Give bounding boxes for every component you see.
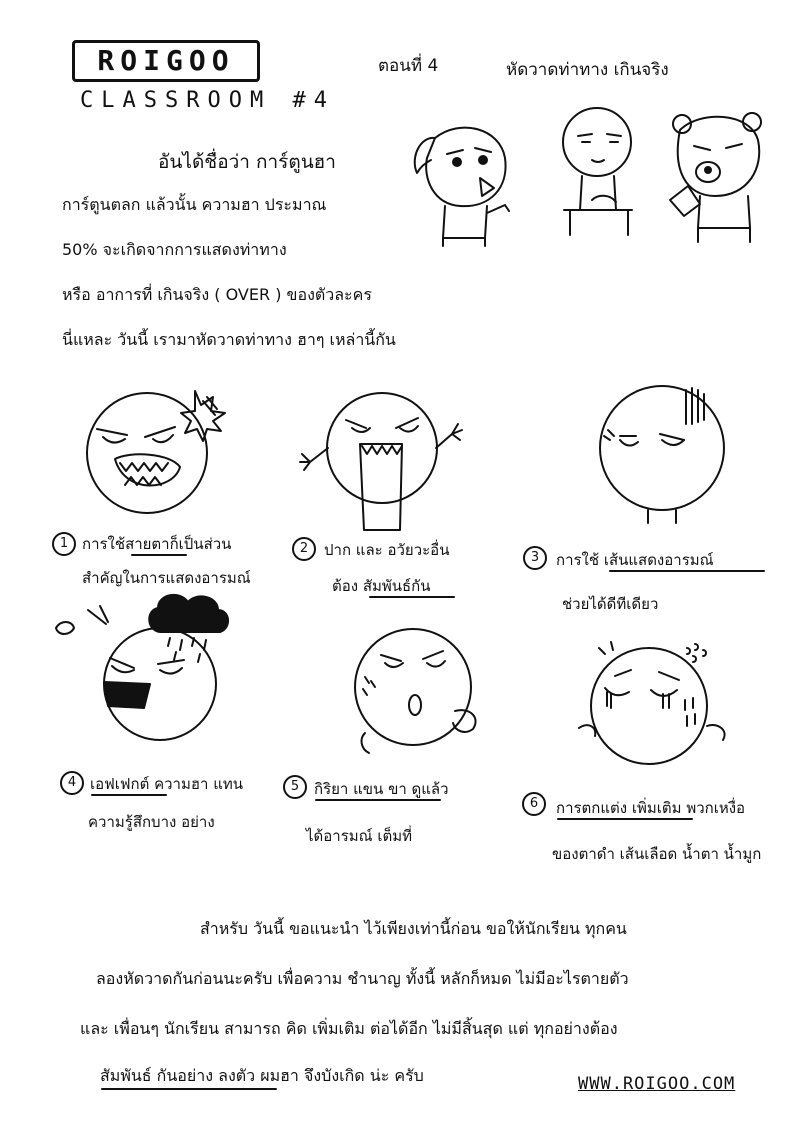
tip-3-underline bbox=[608, 568, 768, 574]
teary-worried-face bbox=[575, 640, 750, 765]
intro-line-1: การ์ตูนตลก แล้วนั้น ความฮา ประมาณ bbox=[62, 195, 327, 214]
closing-line-4: สัมพันธ์ กันอย่าง ลงตัว ผมฮา จึงบังเกิด น่ะ ครับ bbox=[100, 1066, 424, 1085]
episode-label: ตอนที่ 4 bbox=[378, 56, 439, 76]
tip-6-underline bbox=[556, 816, 696, 822]
header-bear-character bbox=[660, 110, 775, 245]
tip-3-number: 3 bbox=[523, 546, 547, 570]
tip-5-number: 5 bbox=[283, 775, 307, 799]
tip-1-number: 1 bbox=[52, 532, 76, 556]
intro-line-3: หรือ อาการที่ เกินจริง ( OVER ) ของตัวละคร bbox=[62, 285, 372, 304]
tip-2-line-2: ต้อง สัมพันธ์กัน bbox=[332, 577, 431, 595]
shocked-lines-face bbox=[590, 378, 740, 523]
closing-line-2: ลองหัดวาดกันก่อนนะครับ เพื่อความ ชำนาญ ทั้งนี้ หลักก็หมด ไม่มีอะไรตายตัว bbox=[96, 969, 629, 988]
screaming-arms-up-face bbox=[292, 390, 472, 530]
header-dog-character bbox=[405, 118, 525, 253]
intro-heading: อันได้ชื่อว่า การ์ตูนฮา bbox=[158, 151, 336, 173]
angry-shouting-face bbox=[75, 383, 235, 518]
tip-6-line-2: ของตาดำ เส้นเลือด น้ำตา น้ำมูก bbox=[552, 845, 762, 863]
tip-4-underline bbox=[90, 792, 170, 798]
tip-2-underline bbox=[368, 594, 458, 600]
tip-2-line-1: ปาก และ อวัยวะอื่น bbox=[324, 541, 450, 559]
tip-5-underline bbox=[314, 797, 444, 803]
tip-5-line-1: กิริยา แขน ขา ดูแล้ว bbox=[314, 780, 449, 798]
lesson-subject: หัดวาดท่าทาง เกินจริง bbox=[506, 60, 669, 80]
website-url: WWW.ROIGOO.COM bbox=[578, 1074, 736, 1094]
tip-6-number: 6 bbox=[522, 792, 546, 816]
tip-1-line-1: การใช้สายตาก็เป็นส่วน bbox=[82, 535, 232, 553]
tip-3-line-1: การใช้ เส้นแสดงอารมณ์ bbox=[556, 551, 714, 569]
classroom-title: CLASSROOM #4 bbox=[80, 88, 335, 113]
tip-3-line-2: ช่วยได้ดีทีเดียว bbox=[562, 595, 659, 613]
roigoo-logo: ROIGOO bbox=[72, 40, 260, 82]
tip-1-line-2: สำคัญในการแสดงอารมณ์ bbox=[82, 569, 251, 587]
intro-line-4: นี่แหละ วันนี้ เรามาหัดวาดท่าทาง ฮาๆ เหล่านี้กัน bbox=[62, 330, 396, 349]
tip-4-line-2: ความรู้สึกบาง อย่าง bbox=[88, 813, 215, 831]
tip-4-line-1: เอฟเฟกต์ ความฮา แทน bbox=[90, 775, 244, 793]
tip-6-line-1: การตกแต่ง เพิ่มเติม พวกเหงื่อ bbox=[556, 799, 746, 817]
header-round-character bbox=[552, 100, 647, 245]
sweating-surprised-face bbox=[345, 625, 495, 760]
tip-5-line-2: ได้อารมณ์ เต็มที่ bbox=[306, 827, 412, 845]
tip-2-number: 2 bbox=[292, 537, 316, 561]
gloomy-rain-cloud-face bbox=[48, 588, 248, 748]
closing-line-3: และ เพื่อนๆ นักเรียน สามารถ คิด เพิ่มเติม ต่อได้อีก ไม่มีสิ้นสุด แต่ ทุกอย่างต้อง bbox=[80, 1019, 618, 1038]
tip-1-underline bbox=[130, 552, 190, 558]
tip-4-number: 4 bbox=[60, 771, 84, 795]
intro-line-2: 50% จะเกิดจากการแสดงท่าทาง bbox=[62, 240, 287, 259]
closing-underline bbox=[100, 1086, 280, 1092]
closing-line-1: สำหรับ วันนี้ ขอแนะนำ ไว้เพียงเท่านี้ก่อน ขอให้นักเรียน ทุกคน bbox=[200, 919, 627, 938]
